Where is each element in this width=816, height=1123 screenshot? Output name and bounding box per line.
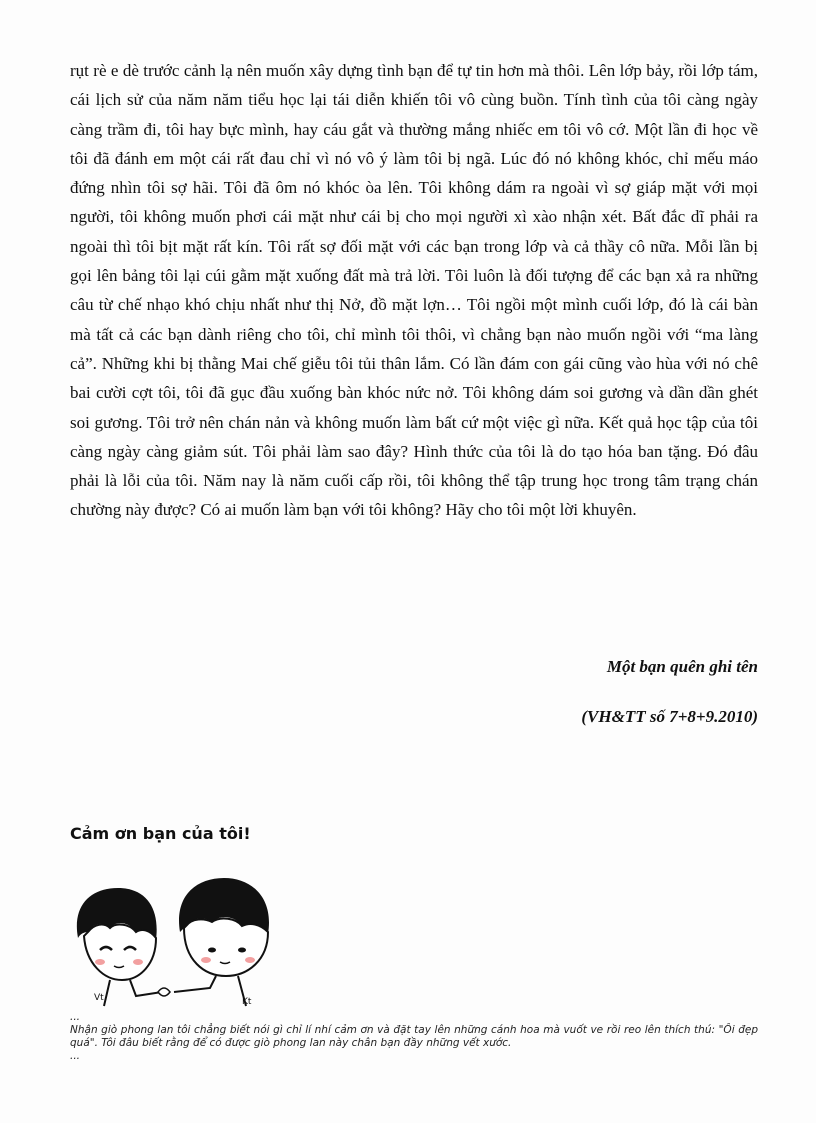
left-name-label: Vt [94, 993, 104, 1003]
right-name-label: Kt [242, 997, 252, 1007]
author-signature: Một bạn quên ghi tên [606, 657, 758, 676]
caption-ellipsis-top: ... [70, 1011, 81, 1023]
right-character-body [174, 976, 246, 1006]
joined-hands [158, 988, 170, 996]
caption-ellipsis-bottom: ... [70, 1050, 81, 1062]
figure-caption [70, 1011, 758, 1063]
left-character-body [104, 980, 162, 1006]
left-character-face [84, 925, 156, 980]
two-friends-illustration [70, 866, 280, 1012]
article-body: rụt rè e dè trước cảnh lạ nên muốn xây dựng tình bạn để tự tin hơn mà thôi. Lên lớp bảy, rồi lớp tám, cái lịch sử của năm năm tiểu học lại tái diễn khiến tôi vô cùng buồn. Tính tình của tôi càng ngày càng trầm đi, tôi hay bực mình, hay cáu gắt và thường mắng nhiếc em tôi vô cớ. Một lần đi học về tôi đã đánh em một cái rất đau chỉ vì nó vô ý làm tôi bị ngã. Lúc đó nó không khóc, chỉ mếu máo đứng nhìn tôi sợ hãi. Tôi đã ôm nó khóc òa lên. Tôi không dám ra ngoài vì sợ giáp mặt với mọi người, tôi không muốn phơi cái mặt như cái bị cho mọi người xì xào nhận xét. Bất đắc dĩ phải ra ngoài thì tôi bịt mặt rất kín. Tôi rất sợ đối mặt với các bạn trong lớp và cả thầy cô nữa. Mỗi lần bị gọi lên bảng tôi lại cúi gằm mặt xuống đất mà trả lời. Tôi luôn là đối tượng để các bạn xả ra những câu từ chế nhạo khó chịu nhất như thị Nở, đồ mặt lợn… Tôi ngồi một mình cuối lớp, đó là cái bàn mà tất cả các bạn dành riêng cho tôi, chỉ mình tôi thôi, vì chẳng bạn nào muốn ngồi với “ma làng cả”. Những khi bị thằng Mai chế giễu tôi tủi thân lắm. Có lần đám con gái cũng vào hùa với nó chê bai cười cợt tôi, tôi đã gục đầu xuống bàn khóc nức nở. Tôi không dám soi gương và dần dần ghét soi gương. Tôi trở nên chán nản và không muốn làm bất cứ một việc gì nữa. Kết quả học tập của tôi càng ngày càng giảm sút. Tôi phải làm sao đây? Hình thức của tôi là do tạo hóa ban tặng. Đó đâu phải là lỗi của tôi. Năm nay là năm cuối cấp rồi, tôi không thể tập trung học trong tâm trạng chán chường này được? Có ai muốn làm bạn với tôi không? Hãy cho tôi một lời khuyên. [70, 61, 758, 520]
caption-text: Nhận giò phong lan tôi chẳng biết nói gì chỉ lí nhí cảm ơn và đặt tay lên những cánh hoa mà vuốt ve rồi reo lên thích thú: "Ôi đẹp quá". Tôi đâu biết rằng để có được giò phong lan này chân bạn đầy những vết xước. [70, 1024, 758, 1049]
section-title: Cảm ơn bạn của tôi! [70, 824, 251, 843]
right-character-face [184, 919, 268, 976]
source-citation: (VH&TT số 7+8+9.2010) [581, 707, 758, 726]
